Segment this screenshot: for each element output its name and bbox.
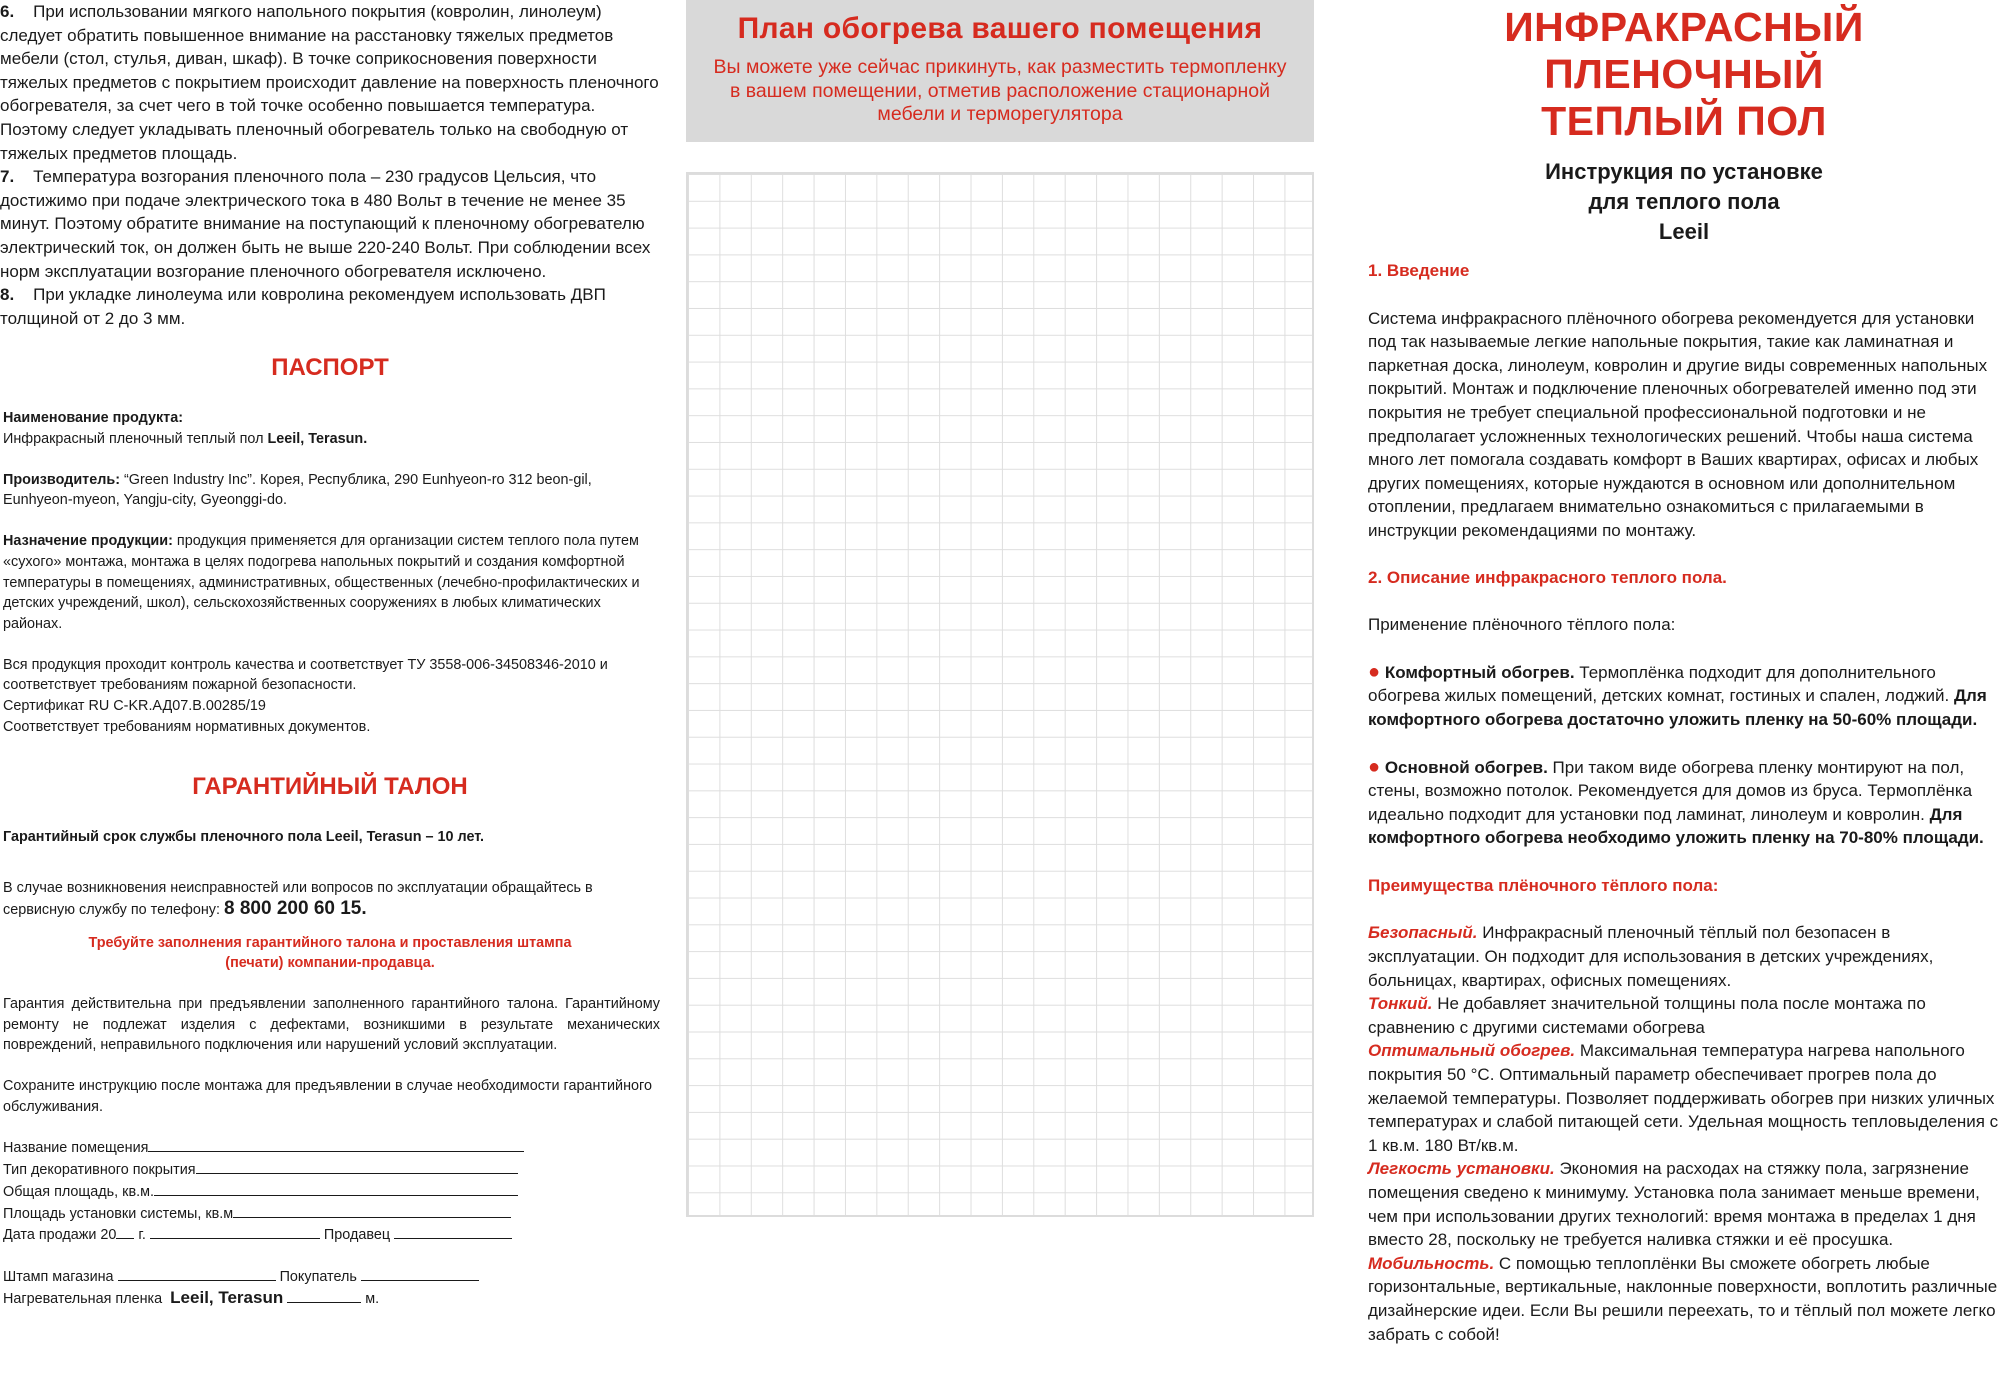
passport-title: ПАСПОРТ xyxy=(271,354,389,382)
warranty-body xyxy=(0,827,660,920)
warranty-conditions: Гарантия действительна при предъявлении заполненного гарантийного талона. Гарантийному ремонту не подлежат изделия с дефектами, возникшими в результате механических повреждений, неправильного подключения или нарушений условий эксплуатации. xyxy=(3,995,660,1054)
room-plan-grid xyxy=(686,172,1314,1217)
warranty-form xyxy=(3,1137,660,1309)
advantage-item: Безопасный. Инфракрасный пленочный тёплый пол безопасен в эксплуатации. Он подходит для использования в детских учреждениях, больницах, квартирах, офисных помещениях. xyxy=(1368,923,1934,990)
norms-note: Соответствует требованиям нормативных документов. xyxy=(3,718,371,735)
phone-number: 8 800 200 60 15. xyxy=(224,897,367,919)
advantage-item: Тонкий. Не добавляет значительной толщины пола после монтажа по сравнению с другими системами обогрева xyxy=(1368,994,1926,1037)
product-purpose: Назначение продукции: продукция применяется для организации систем теплого пола путем «сухого» монтажа, монтажа в целях подогрева напольных покрытий и создания комфортной температуры в помещениях, административных, общественных (лечебно-профилактических и детских учреждений, школ), сельскохозяйственных сооружениях в любых климатических районах. xyxy=(3,533,640,632)
intro-text: Система инфракрасного плёночного обогрева рекомендуется для установки под так называемые легкие напольные покрытия, такие как ламинатная и паркетная доска, линолеум, ковролин и другие виды современных напольных покрытий. Монтаж и подключение пленочных обогревателей именно под эти покрытия не требует специальной профессиональной подготовки и не предполагает усложненных технологических решений. Чтобы наша система много лет помогала создавать комфорт в Ваших квартирах, офисах и любых других помещениях, которые нуждаются в основном или дополнительном отоплении, предлагаем внимательно ознакомиться с прилагаемыми в инструкции рекомендациями по монтажу. xyxy=(1368,308,1988,540)
fill-line xyxy=(116,1224,134,1239)
service-contact: В случае возникновения неисправностей или вопросов по эксплуатации обращайтесь в сервисную службу по телефону: 8 800 200 60 15. xyxy=(3,880,593,919)
warranty-title: ГАРАНТИЙНЫЙ ТАЛОН xyxy=(192,773,468,801)
plan-title: План обогрева вашего помещения xyxy=(737,12,1263,45)
form-field-film: Нагревательная пленка Leeil, Terasun м. xyxy=(3,1287,380,1307)
manufacturer: Производитель: “Green Industry Inc”. Корея, Республика, 290 Eunhyeon-ro 312 beon-gil, Eunhyeon-myeon, Yangju-city, Gyeonggi-do. xyxy=(3,471,592,509)
form-field-system-area: Площадь установки системы, кв.м xyxy=(3,1203,660,1225)
comfort-heating: ● Комфортный обогрев. Термоплёнка подходит для дополнительного обогрева жилых помещений, детских комнат, гостиных и спален, лоджий. Для комфортного обогрева достаточно уложить пленку на 50-60% площади. xyxy=(1368,660,1987,729)
fill-line xyxy=(394,1224,512,1239)
keep-instructions: Сохраните инструкцию после монтажа для предъявлении в случае необходимости гарантийного обслуживания. xyxy=(3,1078,652,1115)
fill-line xyxy=(154,1181,518,1196)
form-field-area: Общая площадь, кв.м. xyxy=(3,1181,660,1203)
fill-line xyxy=(118,1266,276,1281)
instruction-title: Инструкция по установке для теплого пола Leeil xyxy=(1545,159,1823,244)
bullet-icon: ● xyxy=(1368,660,1381,683)
advantages-heading: Преимущества плёночного тёплого пола: xyxy=(1368,875,1719,895)
usage-heading: Применение плёночного тёплого пола: xyxy=(1368,615,1676,635)
plan-subtitle: Вы можете уже сейчас прикинуть, как разместить термопленку в вашем помещении, отметив расположение стационарной мебели и терморегулятора xyxy=(713,56,1287,125)
fill-line xyxy=(148,1137,524,1152)
list-item: 8. При укладке линолеума или ковролина рекомендуем использовать ДВП толщиной от 2 до 3 мм. xyxy=(0,285,606,328)
form-field-room: Название помещения xyxy=(3,1137,660,1159)
main-heating: ● Основной обогрев. При таком виде обогрева пленку монтируют на пол, стены, возможно потолок. Рекомендуется для домов из бруса. Термоплёнка идеально подходит для установки под ламинат, линолеум и ковролин. Для комфортного обогрева необходимо уложить пленку на 70-80% площади. xyxy=(1368,755,1984,848)
middle-column xyxy=(686,0,1314,1387)
list-item: 7. Температура возгорания пленочного пола – 230 градусов Цельсия, что достижимо при подаче электрического тока в 480 Вольт в течение не менее 35 минут. Поэтому обратите внимание на поступающий к пленочному обогревателю электрический ток, он должен быть не выше 220-240 Вольт. При соблюдении всех норм эксплуатации возгорание пленочного обогревателя исключено. xyxy=(0,167,651,281)
passport-body xyxy=(0,408,660,737)
form-field-cover: Тип декоративного покрытия xyxy=(3,1159,660,1181)
stamp-requirement: Требуйте заполнения гарантийного талона и проставления штампа (печати) компании-продавца. xyxy=(88,934,572,972)
fill-line xyxy=(361,1266,479,1281)
fill-line xyxy=(150,1224,320,1239)
quality-note: Вся продукция проходит контроль качества и соответствует ТУ 3558-006-34508346-2010 и соответствует требованиям пожарной безопасности. xyxy=(3,656,608,694)
right-body xyxy=(1368,259,2000,1346)
main-title: ИНФРАКРАСНЫЙ ПЛЕНОЧНЫЙ ТЕПЛЫЙ ПОЛ xyxy=(1504,4,1864,144)
plan-header xyxy=(686,0,1314,142)
advantage-item: Оптимальный обогрев. Максимальная температура нагрева напольного покрытия 50 °С. Оптимальный параметр обеспечивает прогрев пола до желаемой температуры. Позволяет поддерживать обогрев при низких уличных температурах и слабой питающей сети. Удельная мощность тепловыделения с 1 кв.м. 180 Вт/кв.м. xyxy=(1368,1041,1999,1155)
fill-line xyxy=(287,1288,361,1303)
right-column xyxy=(1368,0,2000,1346)
list-item: 6. При использовании мягкого напольного покрытия (ковролин, линолеум) следует обратить повышенное внимание на расстановку тяжелых предметов мебели (стол, стулья, диван, шкаф). В точке соприкосновения поверхности тяжелых предметов с покрытием происходит давление на поверхность пленочного обогревателя, за счет чего в той точке особенно повышается температура. Поэтому следует укладывать пленочный обогреватель только на свободную от тяжелых предметов площадь. xyxy=(0,2,659,163)
safety-list xyxy=(0,0,660,330)
product-name: Инфракрасный пленочный теплый пол Leeil, Terasun. xyxy=(3,431,368,448)
product-name-label: Наименование продукта: xyxy=(3,410,184,427)
advantage-item: Легкость установки. Экономия на расходах на стяжку пола, загрязнение помещения сведено к минимуму. Установка пола занимает меньше времени, чем при использовании других технологий: время монтажа в пределах 1 дня вместо 28, поскольку не требуется наливка стяжки и её просушка. xyxy=(1368,1159,1980,1250)
form-field-sale-date: Дата продажи 20 г. Продавец xyxy=(3,1224,660,1246)
fill-line xyxy=(233,1203,511,1218)
bullet-icon: ● xyxy=(1368,755,1381,778)
description-heading: 2. Описание инфракрасного теплого пола. xyxy=(1368,567,1727,587)
advantage-item: Мобильность. С помощью теплоплёнки Вы сможете обогреть любые горизонтальные, вертикальные, наклонные поверхности, воплотить различные дизайнерские идеи. Если Вы решили переехать, то и тёплый пол можете легко забрать с собой! xyxy=(1368,1253,1998,1344)
left-column xyxy=(0,0,660,1309)
warranty-term: Гарантийный срок службы пленочного пола Leeil, Terasun – 10 лет. xyxy=(3,829,485,846)
intro-heading: 1. Введение xyxy=(1368,261,1470,280)
certificate: Сертификат RU C-KR.АД07.В.00285/19 xyxy=(3,698,266,715)
fill-line xyxy=(196,1159,518,1174)
advantages-list xyxy=(1368,921,2000,1346)
form-field-stamp: Штамп магазина Покупатель xyxy=(3,1266,660,1288)
